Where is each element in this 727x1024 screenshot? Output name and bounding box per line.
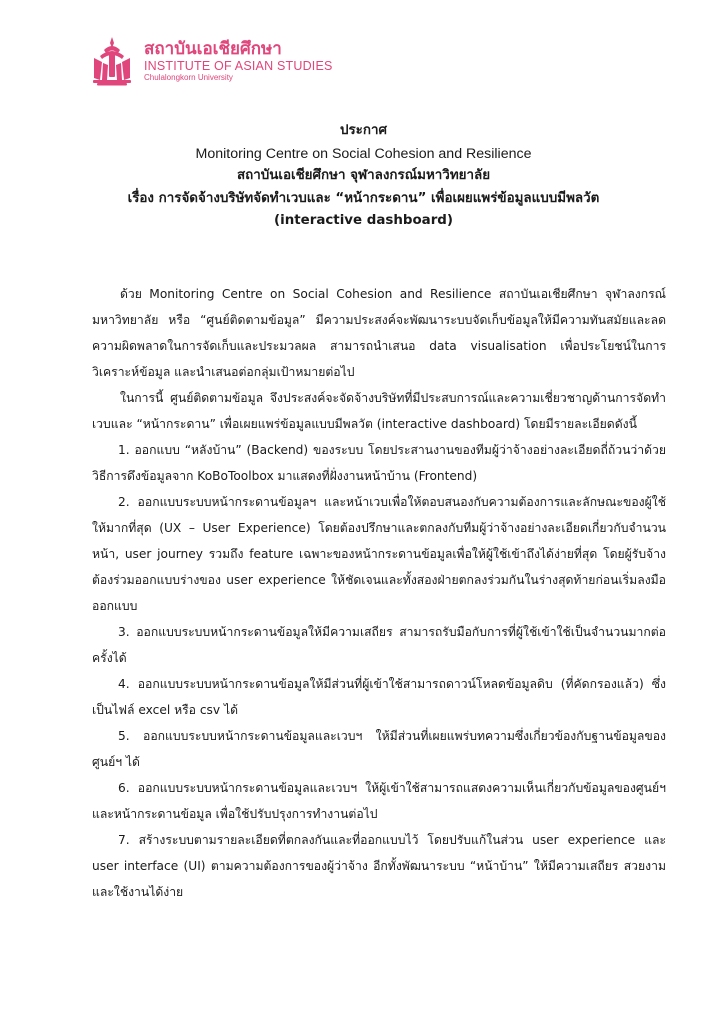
list-item: 3. ออกแบบระบบหน้ากระดานข้อมูลให้มีความเสถียร สามารถรับมือกับการที่ผู้ใช้เข้าใช้เป็นจำนวนมากต่อครั้งได้ xyxy=(92,625,666,665)
list-item: 5. ออกแบบระบบหน้ากระดานข้อมูลและเวบฯ ให้มีส่วนที่เผยแพร่บทความซึ่งเกี่ยวข้องกับฐานข้อมูลของศูนย์ฯ ได้ xyxy=(92,729,666,769)
announcement-title xyxy=(0,120,727,233)
title-institute: สถาบันเอเชียศึกษา จุฬาลงกรณ์มหาวิทยาลัย xyxy=(236,168,491,183)
university-name: Chulalongkorn University xyxy=(144,73,233,82)
org-name-english: INSTITUTE OF ASIAN STUDIES xyxy=(144,59,333,73)
list-item: 1. ออกแบบ “หลังบ้าน” (Backend) ของระบบ โดยประสานงานของทีมผู้ว่าจ้างอย่างละเอียดถี่ถ้วนว่าด้วยวิธีการดึงข้อมูลจาก KoBoToolbox มาแสดงที่ฝั่งงานหน้าบ้าน (Frontend) xyxy=(92,443,666,483)
list-item: 7. สร้างระบบตามรายละเอียดที่ตกลงกันและที่ออกแบบไว้ โดยปรับแก้ในส่วน user experience และ user interface (UI) ตามความต้องการของผู้ว่าจ้าง อีกทั้งพัฒนาระบบ “หน้าบ้าน” ให้มีความเสถียร สวยงาม และใช้งานได้ง่าย xyxy=(92,833,666,899)
phra-kiao-emblem-icon xyxy=(90,36,134,86)
letterhead xyxy=(90,36,333,86)
title-centre-name: Monitoring Centre on Social Cohesion and Resilience xyxy=(195,145,532,162)
purpose-paragraph: ในการนี้ ศูนย์ติดตามข้อมูล จึงประสงค์จะจัดจ้างบริษัทที่มีประสบการณ์และความเชี่ยวชาญด้านการจัดทำเวบและ “หน้ากระดาน” เพื่อเผยแพร่ข้อมูลแบบมีพลวัต (interactive dashboard) โดยมีรายละเอียดดังนี้ xyxy=(92,391,666,431)
title-subject: เรื่อง การจัดจ้างบริษัทจัดทำเวบและ “หน้ากระดาน” เพื่อเผยแพร่ข้อมูลแบบมีพลวัต xyxy=(127,190,600,206)
list-item: 4. ออกแบบระบบหน้ากระดานข้อมูลให้มีส่วนที่ผู้เข้าใช้สามารถดาวน์โหลดข้อมูลดิบ (ที่คัดกรองแล้ว) ซึ่งเป็นไฟล์ excel หรือ csv ได้ xyxy=(92,677,666,717)
announcement-body xyxy=(92,281,666,905)
intro-paragraph: ด้วย Monitoring Centre on Social Cohesion and Resilience สถาบันเอเชียศึกษา จุฬาลงกรณ์มหาวิทยาลัย หรือ “ศูนย์ติดตามข้อมูล” มีความประสงค์จะพัฒนาระบบจัดเก็บข้อมูลให้มีความทันสมัยและลดความผิดพลาดในการจัดเก็บและประมวลผล สามารถนำเสนอ data visualisation เพื่อประโยชน์ในการวิเคราะห์ข้อมูล และนำเสนอต่อกลุ่มเป้าหมายต่อไป xyxy=(92,287,666,379)
title-subject-english: (interactive dashboard) xyxy=(273,213,454,228)
org-name-thai: สถาบันเอเชียศึกษา xyxy=(144,39,282,59)
list-item: 6. ออกแบบระบบหน้ากระดานข้อมูลและเวบฯ ให้ผู้เข้าใช้สามารถแสดงความเห็นเกี่ยวกับข้อมูลของศูนย์ฯ และหน้ากระดานข้อมูล เพื่อใช้ปรับปรุงการทำงานต่อไป xyxy=(92,781,666,821)
title-announcement: ประกาศ xyxy=(339,123,387,138)
list-item: 2. ออกแบบระบบหน้ากระดานข้อมูลฯ และหน้าเวบเพื่อให้ตอบสนองกับความต้องการและลักษณะของผู้ใช้ให้มากที่สุด (UX – User Experience) โดยต้องปรึกษาและตกลงกับทีมผู้ว่าจ้างอย่างละเอียดเกี่ยวกับจำนวนหน้า, user journey รวมถึง feature เฉพาะของหน้ากระดานข้อมูลเพื่อให้ผู้ใช้เข้าถึงได้ง่ายที่สุด โดยผู้รับจ้างต้องร่วมออกแบบร่างของ user experience ให้ชัดเจนและทั้งสองฝ่ายตกลงร่วมกันในร่างสุดท้ายก่อนเริ่มลงมือออกแบบ xyxy=(92,495,666,613)
